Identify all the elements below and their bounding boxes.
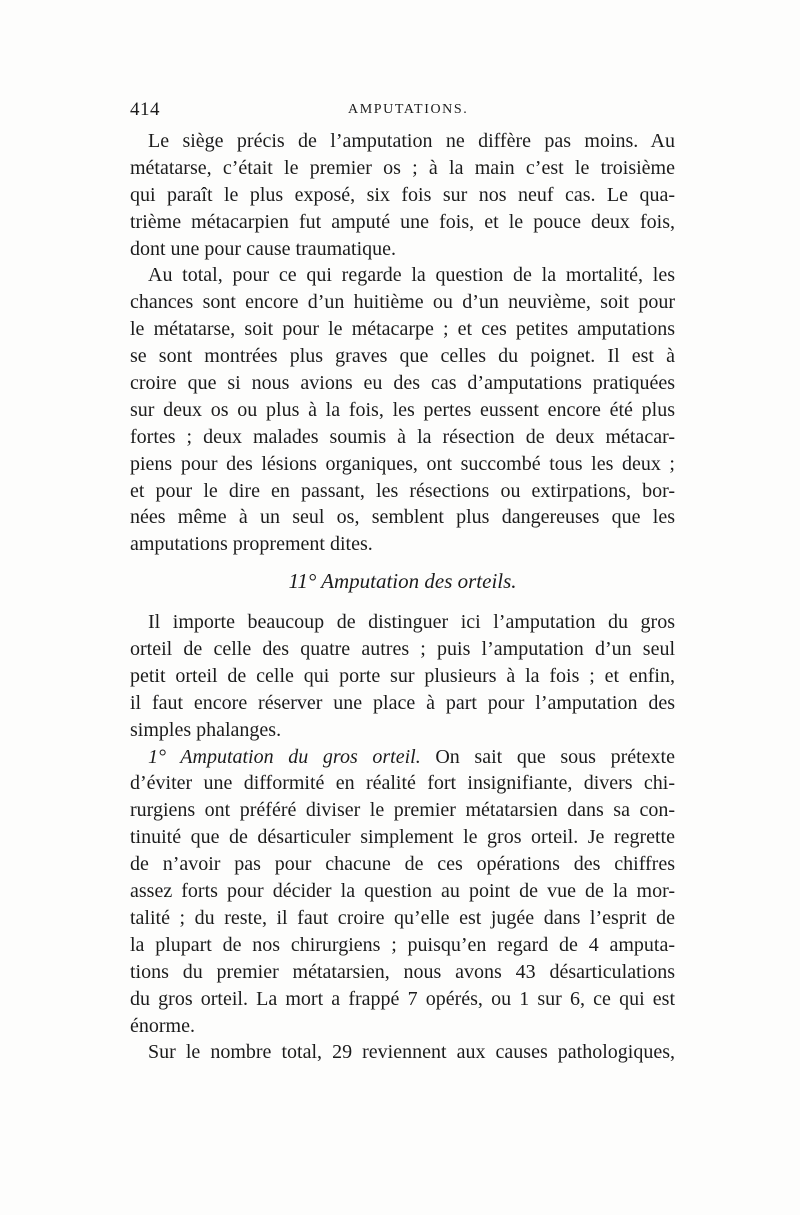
text-line: croire que si nous avions eu des cas d’amputations pratiquées [130, 372, 675, 395]
text-line: amputations proprement dites. [130, 533, 373, 556]
text-line: sur deux os ou plus à la fois, les pertes eussent encore été plus [130, 398, 675, 421]
lead-continuation: On sait que sous prétexte [420, 745, 675, 768]
text-line: métatarse, c’était le premier os ; à la main c’est le troisième [130, 156, 675, 179]
text-line [130, 744, 675, 771]
text-line: simples phalanges. [130, 718, 282, 741]
body-text [130, 128, 675, 1066]
text-line: il faut encore réserver une place à part pour l’amputation des [130, 691, 675, 714]
text-line: trième métacarpien fut amputé une fois, et le pouce deux fois, [130, 210, 675, 233]
text-line: petit orteil de celle qui porte sur plusieurs à la fois ; et enfin, [130, 664, 675, 687]
text-line: assez forts pour décider la question au point de vue de la mor- [130, 880, 675, 903]
text-line: Il importe beaucoup de distinguer ici l’amputation du gros [148, 611, 675, 634]
running-head: AMPUTATIONS. [348, 102, 469, 117]
page-number: 414 [130, 99, 160, 120]
text-line: énorme. [130, 1014, 195, 1037]
text-line: se sont montrées plus graves que celles du poignet. Il est à [130, 345, 675, 368]
text-line: tinuité que de désarticuler simplement le gros orteil. Je regrette [130, 826, 675, 849]
text-line: talité ; du reste, il faut croire qu’elle est jugée dans l’esprit de [130, 906, 675, 929]
text-line: dont une pour cause traumatique. [130, 237, 397, 260]
text-line: Au total, pour ce qui regarde la question de la mortalité, les [148, 264, 675, 287]
text-line: nées même à un seul os, semblent plus dangereuses que les [130, 506, 675, 529]
text-line: qui paraît le plus exposé, six fois sur nos neuf cas. Le qua- [130, 183, 675, 206]
text-line: fortes ; deux malades soumis à la résection de deux métacar- [130, 425, 675, 448]
text-line: Le siège précis de l’amputation ne diffère pas moins. Au [148, 130, 675, 152]
text-line: chances sont encore d’un huitième ou d’un neuvième, soit pour [130, 291, 675, 314]
text-line: et pour le dire en passant, les résections ou extirpations, bor- [130, 479, 675, 502]
text-line: la plupart de nos chirurgiens ; puisqu’en regard de 4 amputa- [130, 933, 675, 956]
section-heading: 11° Amputation des orteils. [288, 569, 517, 594]
text-line: rurgiens ont préféré diviser le premier métatarsien dans sa con- [130, 799, 675, 822]
text-line: du gros orteil. La mort a frappé 7 opérés, ou 1 sur 6, ce qui est [130, 987, 675, 1010]
page-header [130, 99, 675, 123]
text-line: orteil de celle des quatre autres ; puis l’amputation d’un seul [130, 638, 675, 661]
text-line: de n’avoir pas pour chacune de ces opérations des chiffres [130, 853, 675, 876]
text-line: le métatarse, soit pour le métacarpe ; et ces petites amputations [130, 318, 675, 341]
text-line: Sur le nombre total, 29 reviennent aux causes pathologiques, [148, 1041, 675, 1064]
text-line: piens pour des lésions organiques, ont succombé tous les deux ; [130, 452, 675, 475]
text-line: tions du premier métatarsien, nous avons 43 désarticulations [130, 960, 675, 983]
text-line: d’éviter une difformité en réalité fort insignifiante, divers chi- [130, 772, 675, 795]
subsection-lead: 1° Amputation du gros orteil. [148, 745, 421, 768]
